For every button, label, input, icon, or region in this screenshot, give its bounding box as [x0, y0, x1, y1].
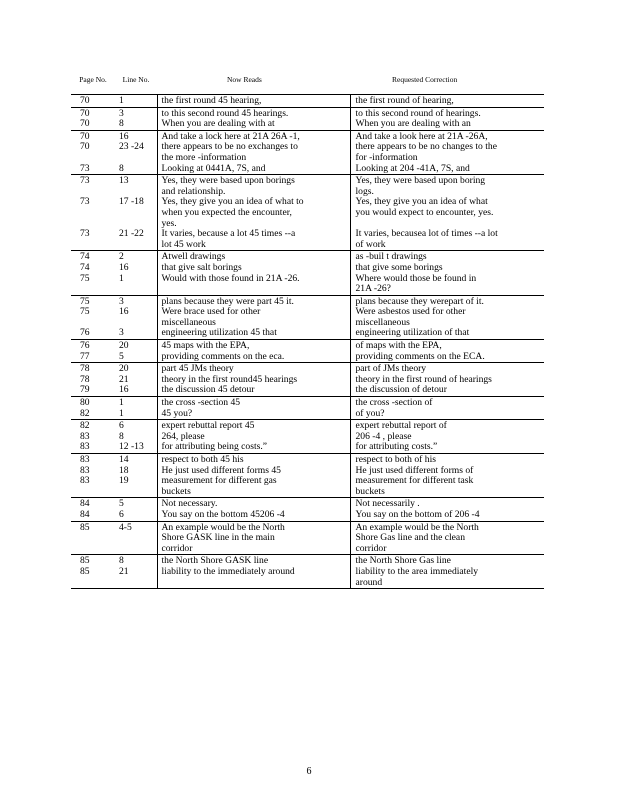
page-no-cell: 83 — [80, 430, 90, 442]
page-no-cell: 70 — [80, 141, 90, 153]
header-now-reads: Now Reads — [227, 74, 262, 84]
now-reads-text: You say on the bottom 45206 -4 — [161, 508, 285, 520]
now-reads-text: engineering utilization 45 that — [161, 327, 277, 339]
page-no-cell: 84 — [71, 498, 115, 510]
page-no-cell: 83 — [80, 475, 90, 487]
header-page-no: Page No. — [79, 74, 107, 84]
table-row — [71, 352, 544, 363]
requested-correction-cell — [350, 263, 544, 274]
requested-correction-cell — [350, 229, 544, 251]
line-no-cell: 12 -13 — [119, 441, 144, 453]
line-no-cell: 14 — [115, 454, 157, 466]
line-no-cell: 1 — [119, 407, 124, 419]
requested-correction-cell — [350, 454, 544, 466]
now-reads-text: An example would be the North — [161, 521, 285, 533]
now-reads-text: 45 you? — [161, 407, 193, 419]
requested-correction-cell — [350, 567, 544, 589]
page-no-cell: 75 — [71, 295, 115, 307]
requested-correction-text: engineering utilization of that — [355, 327, 470, 339]
requested-correction-text: the first round of hearing, — [355, 95, 454, 106]
requested-correction-cell — [350, 352, 544, 363]
page-no-cell: 83 — [71, 454, 115, 466]
requested-correction-text: Not necessarily . — [355, 498, 420, 510]
requested-correction-text: It varies, becausea lot of times --a lot — [355, 228, 498, 240]
now-reads-cell — [157, 567, 350, 589]
line-no-cell: 20 — [115, 340, 157, 352]
page-no-cell: 76 — [71, 340, 115, 352]
requested-correction-text: Yes, they give you an idea of what — [355, 196, 488, 208]
now-reads-cell — [157, 328, 350, 339]
now-reads-text: It varies, because a lot 45 times --a — [161, 228, 296, 240]
requested-correction-cell — [350, 510, 544, 521]
now-reads-text: for attributing being costs.” — [161, 441, 268, 453]
now-reads-cell — [157, 142, 350, 163]
requested-correction-text: An example would be the North — [355, 521, 479, 533]
now-reads-cell — [157, 476, 350, 498]
page-no-cell: 73 — [80, 196, 90, 208]
requested-correction-cell — [350, 328, 544, 339]
table-row — [71, 340, 544, 352]
table-row — [71, 476, 544, 498]
now-reads-text: corridor — [161, 542, 193, 554]
line-no-cell: 8 — [115, 555, 157, 567]
errata-body — [71, 95, 544, 589]
table-row — [71, 442, 544, 453]
requested-correction-cell — [350, 142, 544, 163]
page-number: 6 — [306, 766, 312, 777]
now-reads-cell — [157, 164, 350, 175]
requested-correction-text: providing comments on the ECA. — [355, 350, 485, 362]
requested-correction-text: of you? — [355, 407, 385, 419]
line-no-cell: 2 — [115, 251, 157, 263]
requested-correction-cell — [350, 476, 544, 498]
now-reads-text: When you are dealing with at — [161, 118, 275, 130]
table-row — [71, 397, 544, 409]
now-reads-text: Were brace used for other — [161, 306, 261, 318]
now-reads-cell — [157, 510, 350, 521]
now-reads-text: to this second round 45 hearings. — [161, 107, 289, 119]
line-no-cell: 6 — [119, 508, 124, 520]
table-row — [71, 328, 544, 339]
requested-correction-text: for attributing costs.” — [355, 441, 438, 453]
requested-correction-text: of maps with the EPA, — [355, 340, 442, 352]
now-reads-text: liability to the immediately around — [161, 565, 295, 577]
requested-correction-text: for -information — [355, 151, 418, 163]
page-no-cell: 70 — [71, 95, 115, 108]
now-reads-cell — [157, 175, 350, 198]
requested-correction-cell — [350, 340, 544, 352]
page-no-cell: 78 — [80, 373, 90, 385]
now-reads-text: And take a lock here at 21A 26A -1, — [161, 130, 300, 142]
requested-correction-text: corridor — [355, 542, 387, 554]
line-no-cell: 23 -24 — [119, 141, 144, 153]
requested-correction-text: to this second round of hearings. — [355, 107, 481, 119]
table-row — [71, 567, 544, 589]
requested-correction-text: Where would those be found in — [355, 272, 477, 284]
page-no-cell: 74 — [80, 261, 90, 273]
line-no-cell: 16 — [115, 130, 157, 142]
header-line-no: Line No. — [122, 74, 150, 84]
now-reads-text: Looking at 0441A, 7S, and — [161, 162, 266, 174]
now-reads-text: providing comments on the eca. — [161, 350, 285, 362]
now-reads-text: yes. — [161, 217, 177, 229]
requested-correction-cell — [350, 521, 544, 555]
now-reads-text: plans because they were part 45 it. — [161, 295, 294, 307]
table-row — [71, 251, 544, 263]
now-reads-text: expert rebuttal report 45 — [161, 420, 255, 432]
now-reads-cell — [157, 274, 350, 296]
page-no-cell: 84 — [80, 508, 90, 520]
now-reads-text: 45 maps with the EPA, — [161, 340, 250, 352]
table-row — [71, 175, 544, 198]
now-reads-cell — [157, 95, 350, 108]
now-reads-cell — [157, 340, 350, 352]
line-no-cell: 17 -18 — [119, 196, 144, 208]
requested-correction-text: Shore Gas line and the clean — [355, 532, 465, 544]
requested-correction-cell — [350, 397, 544, 409]
requested-correction-text: He just used different forms of — [355, 464, 474, 476]
requested-correction-text: Were asbestos used for other — [355, 306, 466, 318]
now-reads-text: and relationship. — [161, 185, 226, 197]
table-row — [71, 420, 544, 432]
page-no-cell: 82 — [80, 407, 90, 419]
requested-correction-text: plans because they werepart of it. — [355, 295, 484, 307]
now-reads-text: Shore GASK line in the main — [161, 532, 275, 544]
requested-correction-text: 206 -4 , please — [355, 430, 412, 442]
table-row — [71, 142, 544, 163]
page-no-cell: 78 — [71, 363, 115, 375]
requested-correction-text: that give some borings — [355, 261, 443, 273]
table-row — [71, 95, 544, 108]
now-reads-cell — [157, 197, 350, 229]
line-no-cell: 1 — [115, 95, 157, 108]
table-row — [71, 454, 544, 466]
page-no-cell: 82 — [71, 420, 115, 432]
table-row — [71, 466, 544, 477]
line-no-cell: 8 — [119, 118, 124, 130]
now-reads-text: measurement for different gas — [161, 475, 277, 487]
requested-correction-text: Looking at 204 -41A, 7S, and — [355, 162, 470, 174]
line-no-cell: 13 — [115, 175, 157, 198]
now-reads-cell — [157, 521, 350, 555]
errata-table — [71, 64, 544, 589]
requested-correction-text: measurement for different task — [355, 475, 474, 487]
now-reads-cell — [157, 385, 350, 396]
requested-correction-text: logs. — [355, 185, 374, 197]
line-no-cell: 18 — [119, 464, 129, 476]
requested-correction-text: miscellaneous — [355, 316, 410, 328]
line-no-cell: 16 — [119, 261, 129, 273]
requested-correction-text: the North Shore Gas line — [355, 555, 451, 567]
requested-correction-text: as -buil t drawings — [355, 251, 427, 263]
line-no-cell: 3 — [115, 295, 157, 307]
requested-correction-cell — [350, 197, 544, 229]
line-no-cell: 21 — [115, 567, 157, 589]
page-no-cell: 74 — [71, 251, 115, 263]
page-no-cell: 75 — [80, 272, 90, 284]
now-reads-cell — [157, 229, 350, 251]
requested-correction-cell — [350, 442, 544, 453]
requested-correction-cell — [350, 164, 544, 175]
line-no-cell: 6 — [115, 420, 157, 432]
page-no-cell: 76 — [80, 327, 90, 339]
line-no-cell: 4-5 — [115, 521, 157, 555]
requested-correction-cell — [350, 95, 544, 108]
line-no-cell: 1 — [115, 397, 157, 409]
requested-correction-cell — [350, 409, 544, 420]
now-reads-text: the first round 45 hearing, — [161, 95, 262, 106]
header-row — [71, 64, 544, 95]
now-reads-text: 264, please — [161, 430, 205, 442]
requested-correction-cell — [350, 175, 544, 198]
now-reads-text: miscellaneous — [161, 316, 216, 328]
requested-correction-cell — [350, 385, 544, 396]
requested-correction-text: expert rebuttal report of — [355, 420, 447, 432]
now-reads-text: the discussion 45 detour — [161, 384, 255, 396]
page-no-cell: 73 — [80, 162, 90, 174]
now-reads-text: theory in the first round45 hearings — [161, 373, 298, 385]
line-no-cell: 3 — [119, 327, 124, 339]
now-reads-text: Would with those found in 21A -26. — [161, 272, 300, 284]
page-no-cell: 73 — [80, 228, 90, 240]
now-reads-text: lot 45 work — [161, 238, 206, 250]
requested-correction-text: respect to both of his — [355, 454, 436, 465]
table-row — [71, 229, 544, 251]
page-no-cell: 85 — [71, 521, 115, 555]
page-no-cell: 83 — [80, 441, 90, 453]
table-row — [71, 375, 544, 386]
requested-correction-cell — [350, 420, 544, 432]
now-reads-text: Yes, they give you an idea of what to — [161, 196, 304, 208]
page-no-cell: 75 — [80, 306, 90, 318]
now-reads-cell — [157, 442, 350, 453]
requested-correction-text: When you are dealing with an — [355, 118, 471, 130]
page-no-cell: 73 — [71, 175, 115, 198]
page-no-cell: 79 — [80, 384, 90, 396]
requested-correction-text: theory in the first round of hearings — [355, 373, 492, 385]
now-reads-text: the cross -section 45 — [161, 397, 241, 409]
requested-correction-text: around — [355, 576, 383, 588]
now-reads-cell — [157, 352, 350, 363]
page-no-cell: 85 — [71, 555, 115, 567]
now-reads-text: He just used different forms 45 — [161, 464, 281, 476]
line-no-cell: 3 — [115, 107, 157, 119]
now-reads-cell — [157, 454, 350, 466]
page-no-cell: 77 — [80, 350, 90, 362]
requested-correction-text: buckets — [355, 485, 385, 497]
requested-correction-text: the cross -section of — [355, 397, 433, 409]
requested-correction-text: 21A -26? — [355, 283, 391, 295]
requested-correction-text: of work — [355, 238, 386, 250]
now-reads-text: part 45 JMs theory — [161, 363, 234, 375]
header-requested-correction: Requested Correction — [392, 74, 458, 84]
errata-sheet — [71, 64, 544, 589]
table-row — [71, 263, 544, 274]
line-no-cell: 5 — [115, 498, 157, 510]
now-reads-text: the more -information — [161, 151, 247, 163]
requested-correction-cell — [350, 307, 544, 328]
requested-correction-cell — [350, 119, 544, 130]
page-no-cell: 80 — [71, 397, 115, 409]
table-row — [71, 521, 544, 555]
requested-correction-text: there appears to be no changes to the — [355, 141, 497, 153]
table-row — [71, 197, 544, 229]
requested-correction-cell — [350, 274, 544, 296]
table-row — [71, 164, 544, 175]
line-no-cell: 16 — [119, 306, 129, 318]
page-no-cell: 70 — [71, 130, 115, 142]
requested-correction-text: part of JMs theory — [355, 363, 427, 375]
requested-correction-text: the discussion of detour — [355, 384, 447, 396]
line-no-cell: 16 — [119, 384, 129, 396]
now-reads-cell — [157, 263, 350, 274]
now-reads-text: the North Shore GASK line — [161, 555, 269, 567]
table-row — [71, 119, 544, 130]
line-no-cell: 19 — [119, 475, 129, 487]
table-row — [71, 409, 544, 420]
now-reads-text: Yes, they were based upon borings — [161, 175, 295, 187]
line-no-cell: 21 — [119, 373, 129, 385]
page-no-cell: 70 — [71, 107, 115, 119]
now-reads-cell — [157, 307, 350, 328]
line-no-cell: 5 — [119, 350, 124, 362]
table-row — [71, 385, 544, 396]
page-no-cell: 70 — [80, 118, 90, 130]
requested-correction-text: liability to the area immediately — [355, 565, 479, 577]
now-reads-cell — [157, 119, 350, 130]
table-row — [71, 274, 544, 296]
table-row — [71, 107, 544, 119]
now-reads-text: when you expected the encounter, — [161, 206, 292, 218]
now-reads-text: Not necessary. — [161, 498, 218, 510]
requested-correction-text: Yes, they were based upon boring — [355, 175, 486, 187]
table-row — [71, 510, 544, 521]
now-reads-text: buckets — [161, 485, 191, 497]
now-reads-text: there appears to be no exchanges to — [161, 141, 298, 153]
now-reads-text: Atwell drawings — [161, 251, 226, 263]
requested-correction-text: You say on the bottom of 206 -4 — [355, 508, 480, 520]
now-reads-cell — [157, 409, 350, 420]
requested-correction-text: And take a look here at 21A -26A, — [355, 130, 488, 142]
page-no-cell: 83 — [80, 464, 90, 476]
now-reads-text: that give salt borings — [161, 261, 242, 273]
requested-correction-text: you would expect to encounter, yes. — [355, 206, 494, 218]
line-no-cell: 1 — [119, 272, 124, 284]
now-reads-cell — [157, 420, 350, 432]
now-reads-cell — [157, 397, 350, 409]
line-no-cell: 20 — [115, 363, 157, 375]
table-row — [71, 307, 544, 328]
line-no-cell: 21 -22 — [119, 228, 144, 240]
line-no-cell: 8 — [119, 162, 124, 174]
page-no-cell: 85 — [71, 567, 115, 589]
now-reads-text: respect to both 45 his — [161, 454, 244, 465]
table-row — [71, 295, 544, 307]
line-no-cell: 8 — [119, 430, 124, 442]
